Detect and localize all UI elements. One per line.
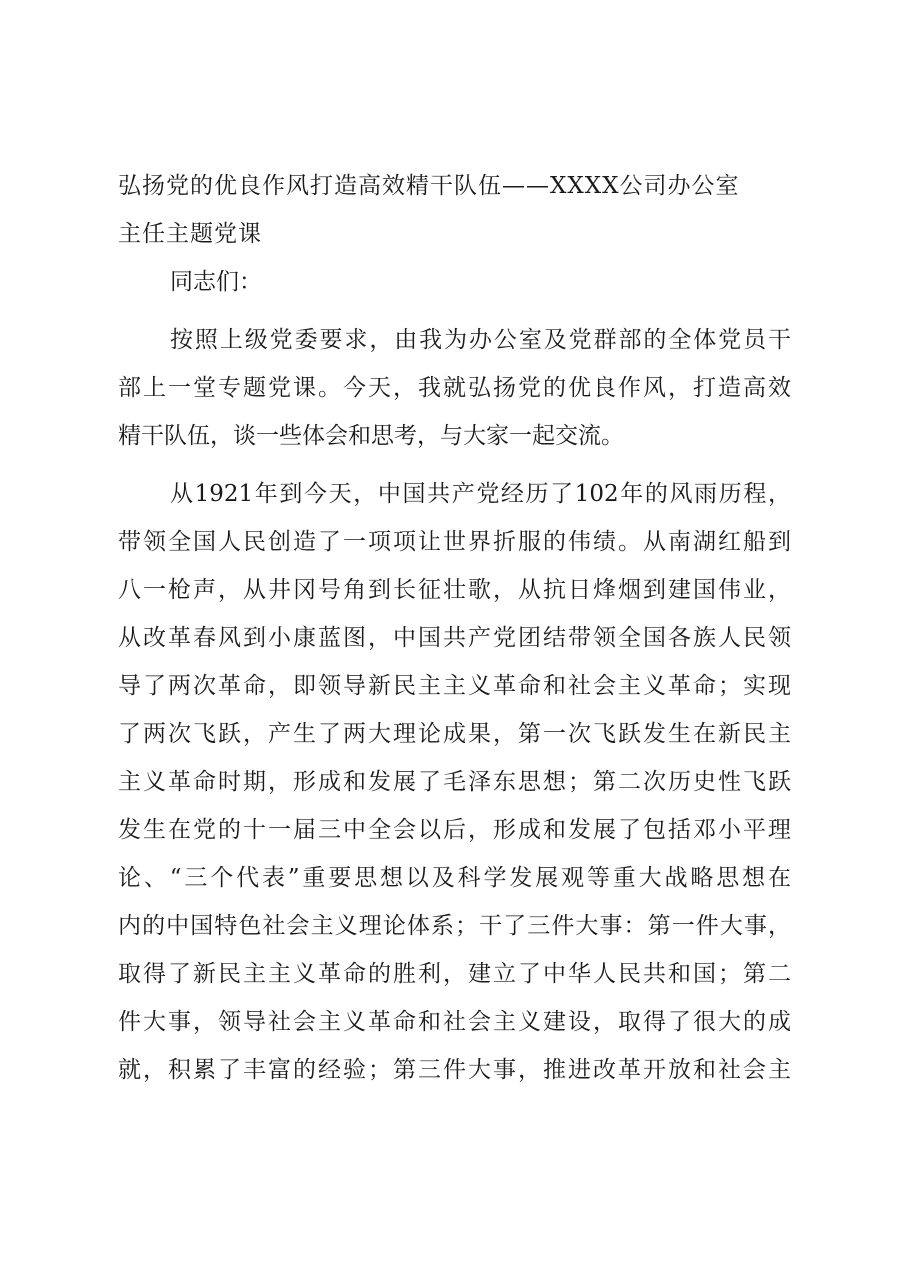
paragraph-2-line-3: 八一枪声，从井冈号角到长征壮歌，从抗日烽烟到建国伟业，: [118, 577, 791, 603]
paragraph-2-line-11: 取得了新民主主义革命的胜利，建立了中华人民共和国；第二: [118, 961, 791, 987]
paragraph-2: [118, 470, 791, 1094]
paragraph-2-line-9: 论、“三个代表”重要思想以及科学发展观等重大战略思想在: [118, 865, 791, 891]
paragraph-2-line-4: 从改革春风到小康蓝图，中国共产党团结带领全国各族人民领: [118, 625, 791, 651]
title-line-2: 主任主题党课: [118, 221, 262, 247]
document-body: [118, 258, 791, 1094]
title-line-1: 弘扬党的优良作风打造高效精干队伍——XXXX公司办公室: [118, 173, 740, 199]
paragraph-2-line-13: 就，积累了丰富的经验；第三件大事，推进改革开放和社会主: [118, 1057, 791, 1083]
paragraph-2-line-7: 主义革命时期，形成和发展了毛泽东思想；第二次历史性飞跃: [118, 769, 791, 795]
paragraph-2-line-10: 内的中国特色社会主义理论体系；干了三件大事：第一件大事，: [118, 913, 791, 939]
paragraph-1-line-3: 精干队伍，谈一些体会和思考，与大家一起交流。: [118, 423, 624, 449]
paragraph-1: [118, 316, 791, 460]
paragraph-2-line-8: 发生在党的十一届三中全会以后，形成和发展了包括邓小平理: [118, 817, 791, 843]
paragraph-2-line-2: 带领全国人民创造了一项项让世界折服的伟绩。从南湖红船到: [118, 529, 791, 555]
document-title: [118, 162, 791, 258]
paragraph-2-line-5: 导了两次革命，即领导新民主主义革命和社会主义革命；实现: [118, 673, 791, 699]
paragraph-1-line-2: 部上一堂专题党课。今天，我就弘扬党的优良作风，打造高效: [118, 375, 791, 401]
paragraph-2-line-6: 了两次飞跃，产生了两大理论成果，第一次飞跃发生在新民主: [118, 721, 791, 747]
paragraph-2-line-1: 从1921年到今天，中国共产党经历了102年的风雨历程，: [170, 481, 791, 507]
paragraph-gap: [118, 460, 791, 470]
paragraph-2-line-12: 件大事，领导社会主义革命和社会主义建设，取得了很大的成: [118, 1009, 791, 1035]
paragraph-1-line-1: 按照上级党委要求，由我为办公室及党群部的全体党员干: [170, 327, 791, 353]
salutation: 同志们：: [170, 269, 262, 295]
paragraph-gap: [118, 306, 791, 316]
